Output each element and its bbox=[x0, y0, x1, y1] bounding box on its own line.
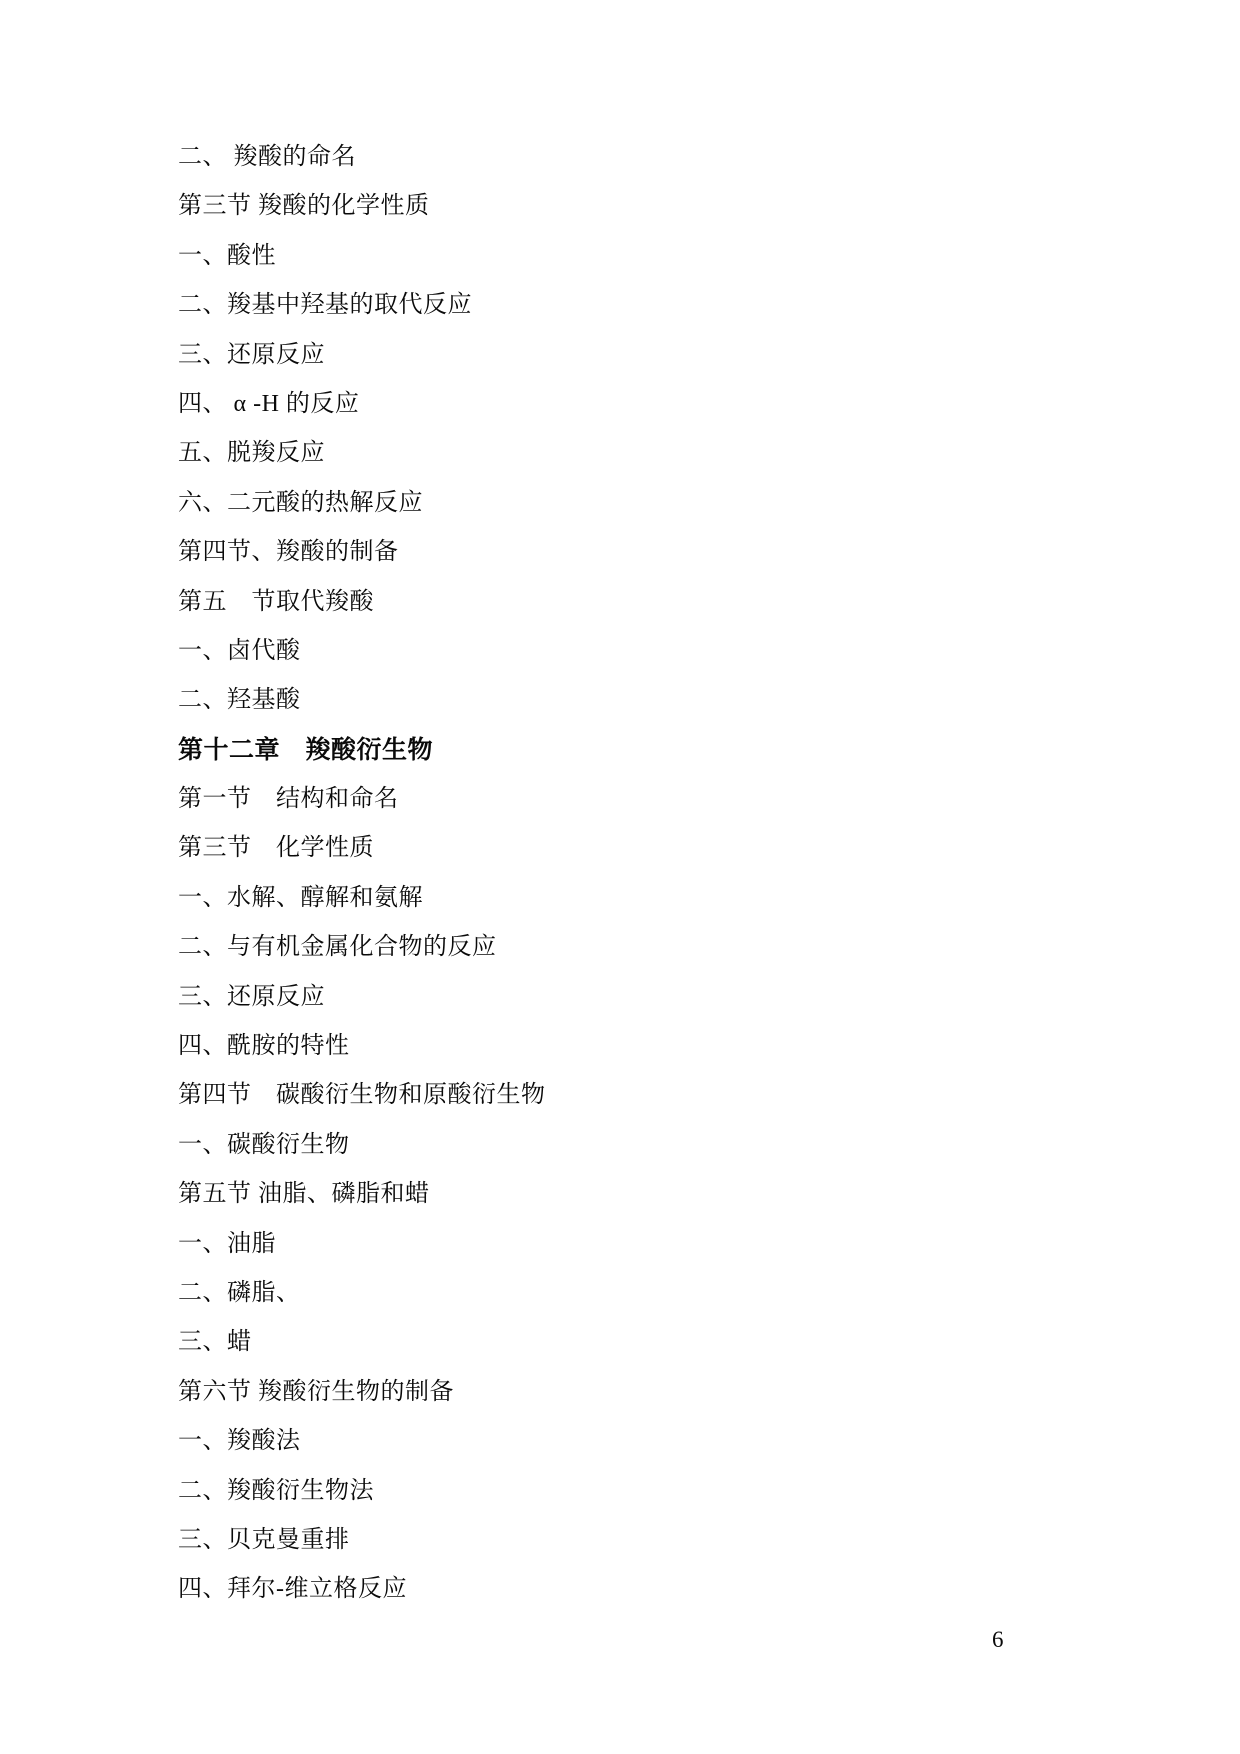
toc-line: 六、二元酸的热解反应 bbox=[178, 489, 423, 516]
toc-line: 一、碳酸衍生物 bbox=[178, 1131, 350, 1158]
toc-line: 四、酰胺的特性 bbox=[178, 1033, 350, 1060]
chapter-heading: 第十二章 羧酸衍生物 bbox=[178, 736, 434, 764]
toc-line: 五、脱羧反应 bbox=[178, 440, 325, 467]
toc-line: 一、卤代酸 bbox=[178, 637, 301, 664]
toc-line: 二、 羧酸的命名 bbox=[178, 144, 356, 170]
toc-line: 三、蜡 bbox=[178, 1329, 252, 1356]
toc-line: 三、还原反应 bbox=[178, 983, 325, 1010]
toc-line: 第一节 结构和命名 bbox=[178, 786, 399, 813]
toc-line: 第四节 碳酸衍生物和原酸衍生物 bbox=[178, 1082, 546, 1109]
toc-line: 一、水解、醇解和氨解 bbox=[178, 884, 423, 911]
toc-line: 第三节 羧酸的化学性质 bbox=[178, 193, 430, 220]
toc-line: 一、羧酸法 bbox=[178, 1428, 301, 1455]
toc-line: 一、油脂 bbox=[178, 1230, 276, 1257]
toc-line: 三、还原反应 bbox=[178, 341, 325, 368]
toc-line: 第三节 化学性质 bbox=[178, 835, 374, 862]
toc-line: 四、 α -H 的反应 bbox=[178, 390, 360, 417]
toc-line: 第六节 羧酸衍生物的制备 bbox=[178, 1378, 454, 1405]
toc-line: 第五节 油脂、磷脂和蜡 bbox=[178, 1181, 430, 1208]
toc-list bbox=[178, 133, 1078, 1615]
toc-line: 四、拜尔-维立格反应 bbox=[178, 1576, 407, 1603]
toc-line: 二、与有机金属化合物的反应 bbox=[178, 934, 497, 961]
toc-line: 三、贝克曼重排 bbox=[178, 1526, 350, 1553]
toc-line: 二、羟基酸 bbox=[178, 687, 301, 714]
toc-line: 第四节、羧酸的制备 bbox=[178, 539, 399, 566]
toc-line: 一、酸性 bbox=[178, 242, 276, 269]
toc-line: 二、磷脂、 bbox=[178, 1279, 301, 1306]
toc-line: 二、羧酸衍生物法 bbox=[178, 1477, 374, 1504]
toc-line: 二、羧基中羟基的取代反应 bbox=[178, 292, 472, 319]
page-number: 6 bbox=[992, 1627, 1004, 1652]
toc-line: 第五 节取代羧酸 bbox=[178, 588, 374, 615]
